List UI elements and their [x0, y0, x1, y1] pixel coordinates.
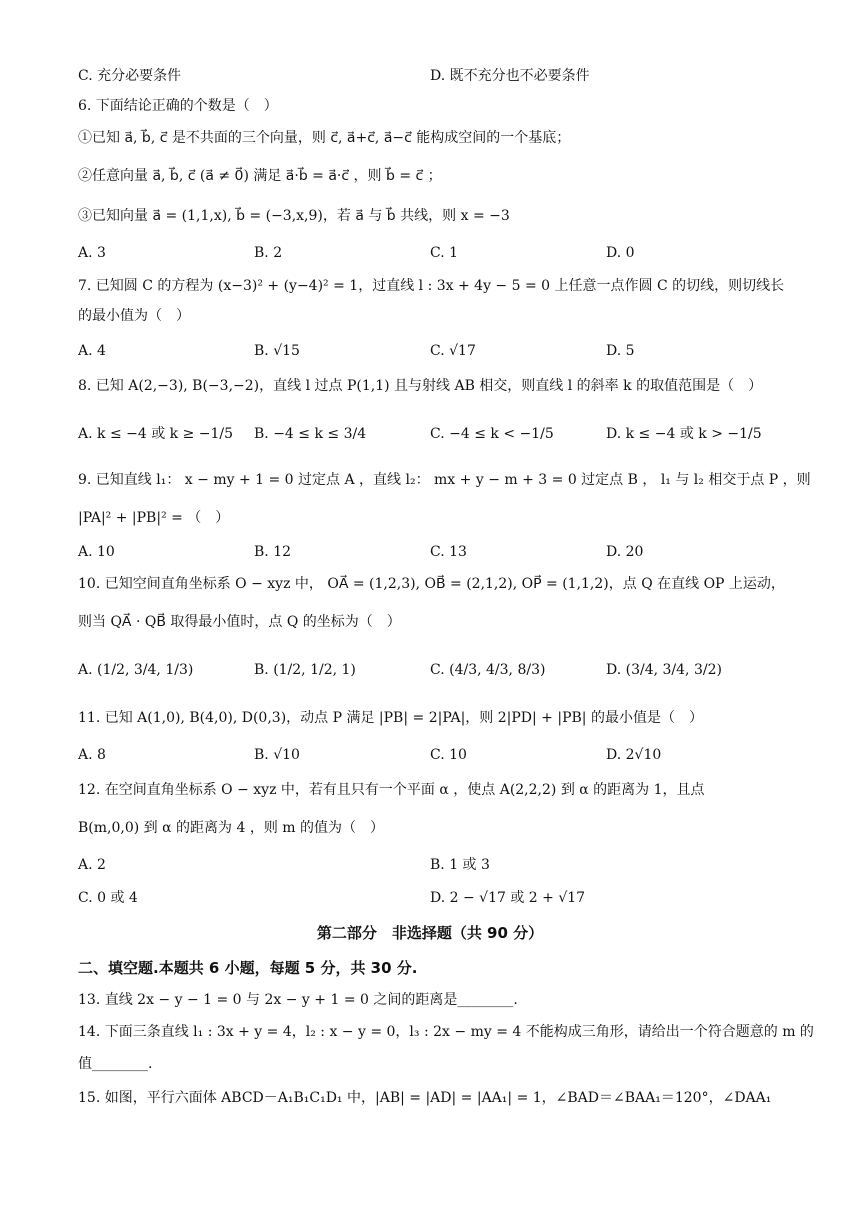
q15-stem: 15. 如图，平行六面体 ABCD－A₁B₁C₁D₁ 中，|AB| = |AD| = |AA₁| = 1，∠BAD＝∠BAA₁＝120°，∠DAA₁ [78, 1090, 772, 1106]
q7-option-d: D. 5 [606, 343, 635, 359]
q8-option-b: B. −4 ≤ k ≤ 3/4 [254, 426, 367, 442]
q14-line-1: 14. 下面三条直线 l₁ : 3x + y = 4，l₂ : x − y = 0，l₃ : 2x − my = 4 不能构成三角形，请给出一个符合题意的 m 的 [78, 1024, 814, 1040]
q6-option-b: B. 2 [254, 245, 283, 261]
q9-option-d: D. 20 [606, 544, 644, 560]
q7-option-a: A. 4 [78, 343, 106, 359]
part-two-heading: 第二部分 非选择题（共 90 分） [316, 924, 544, 942]
q6-statement-1: ①已知 a⃗, b⃗, c⃗ 是不共面的三个向量，则 c⃗, a⃗+c⃗, a⃗−c⃗ 能构成空间的一个基底； [78, 130, 571, 146]
q10-option-b: B. (1/2, 1/2, 1) [254, 662, 356, 678]
q7-option-c: C. √17 [430, 343, 476, 359]
q10-line-2: 则当 QA⃗ · QB⃗ 取得最小值时，点 Q 的坐标为（ ） [78, 614, 401, 630]
q6-option-c: C. 1 [430, 245, 459, 261]
q6-stem: 6. 下面结论正确的个数是（ ） [78, 98, 278, 114]
q11-option-b: B. √10 [254, 747, 300, 763]
q10-option-c: C. (4/3, 4/3, 8/3) [430, 662, 546, 678]
q7-line-2: 的最小值为（ ） [78, 308, 190, 324]
q11-option-c: C. 10 [430, 747, 467, 763]
q12-option-b: B. 1 或 3 [430, 857, 490, 873]
q10-option-d: D. (3/4, 3/4, 3/2) [606, 662, 722, 678]
q12-option-d: D. 2 − √17 或 2 + √17 [430, 890, 586, 906]
q13-stem: 13. 直线 2x − y − 1 = 0 与 2x − y + 1 = 0 之间的距离是________. [78, 992, 518, 1008]
section-two-heading: 二、填空题.本题共 6 小题，每题 5 分，共 30 分. [78, 959, 418, 977]
q9-line-1: 9. 已知直线 l₁： x − my + 1 = 0 过定点 A ，直线 l₂： mx + y − m + 3 = 0 过定点 B ， l₁ 与 l₂ 相交于点 P ，则 [78, 472, 811, 488]
option-c: C. 充分必要条件 [78, 68, 182, 84]
q8-option-d: D. k ≤ −4 或 k > −1/5 [606, 426, 762, 442]
q9-option-b: B. 12 [254, 544, 292, 560]
q11-option-d: D. 2√10 [606, 747, 662, 763]
q7-option-b: B. √15 [254, 343, 300, 359]
q9-option-c: C. 13 [430, 544, 467, 560]
q10-option-a: A. (1/2, 3/4, 1/3) [78, 662, 194, 678]
q8-stem: 8. 已知 A(2,−3), B(−3,−2)，直线 l 过点 P(1,1) 且与射线 AB 相交，则直线 l 的斜率 k 的取值范围是（ ） [78, 378, 763, 394]
q12-option-a: A. 2 [78, 857, 106, 873]
q8-option-c: C. −4 ≤ k < −1/5 [430, 426, 554, 442]
q14-line-2: 值________. [78, 1056, 153, 1072]
q9-option-a: A. 10 [78, 544, 115, 560]
q6-option-a: A. 3 [78, 245, 106, 261]
q10-line-1: 10. 已知空间直角坐标系 O − xyz 中， OA⃗ = (1,2,3), OB⃗ = (2,1,2), OP⃗ = (1,1,2)，点 Q 在直线 OP 上运动， [78, 576, 785, 592]
q12-line-2: B(m,0,0) 到 α 的距离为 4 ，则 m 的值为（ ） [78, 820, 384, 836]
q6-statement-3: ③已知向量 a⃗ = (1,1,x), b⃗ = (−3,x,9)，若 a⃗ 与 b⃗ 共线，则 x = −3 [78, 208, 510, 224]
q12-line-1: 12. 在空间直角坐标系 O − xyz 中，若有且只有一个平面 α ，使点 A(2,2,2) 到 α 的距离为 1，且点 [78, 782, 705, 798]
q7-line-1: 7. 已知圆 C 的方程为 (x−3)² + (y−4)² = 1，过直线 l : 3x + 4y − 5 = 0 上任意一点作圆 C 的切线，则切线长 [78, 278, 785, 294]
q11-stem: 11. 已知 A(1,0), B(4,0), D(0,3)，动点 P 满足 |PB| = 2|PA|，则 2|PD| + |PB| 的最小值是（ ） [78, 710, 703, 726]
q11-option-a: A. 8 [78, 747, 106, 763]
q8-option-a: A. k ≤ −4 或 k ≥ −1/5 [78, 426, 234, 442]
q6-statement-2: ②任意向量 a⃗, b⃗, c⃗ (a⃗ ≠ 0⃗) 满足 a⃗·b⃗ = a⃗·c⃗ ，则 b⃗ = c⃗ ； [78, 168, 442, 184]
q12-option-c: C. 0 或 4 [78, 890, 138, 906]
option-d: D. 既不充分也不必要条件 [430, 68, 590, 84]
q9-line-2: |PA|² + |PB|² = （ ） [78, 510, 230, 526]
q6-option-d: D. 0 [606, 245, 635, 261]
